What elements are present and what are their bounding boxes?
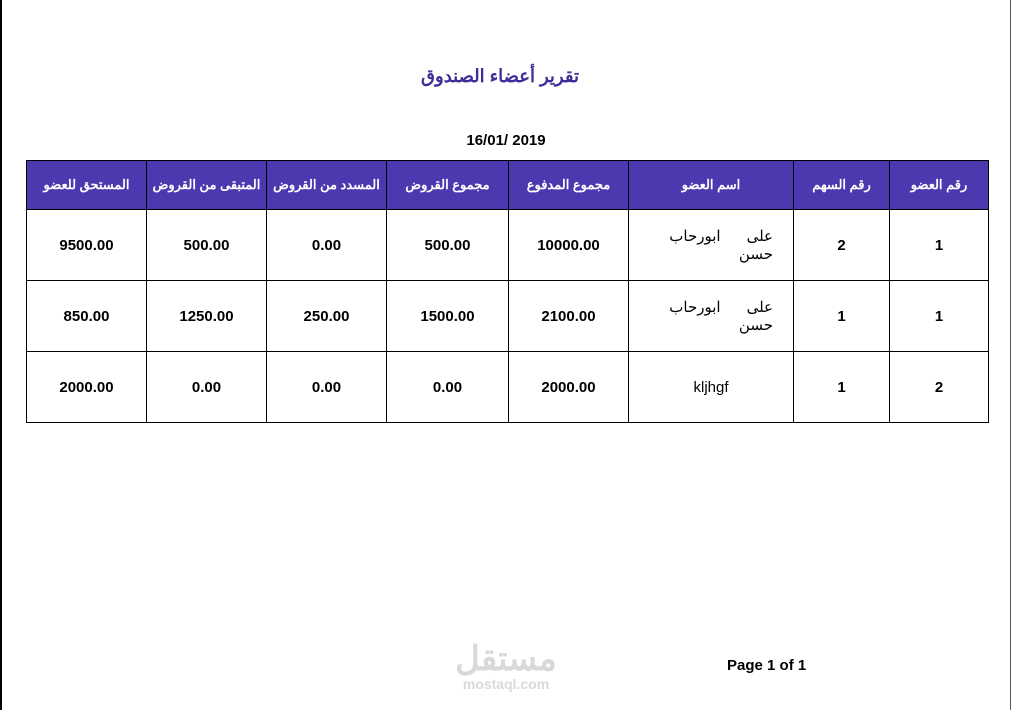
watermark-arabic: مستقل [455,640,557,678]
cell-member-no: 2 [890,352,989,423]
cell-total-paid: 2100.00 [509,281,629,352]
header-share-no: رقم السهم [794,161,890,210]
cell-total-loans: 1500.00 [387,281,509,352]
member-name-first: kljhgf [693,378,729,396]
member-name-first: على [746,228,773,245]
cell-share-no: 2 [794,210,890,281]
members-table [26,160,989,423]
header-total-loans: مجموع القروض [387,161,509,210]
cell-repaid: 250.00 [267,281,387,352]
table-row [27,352,989,423]
member-name-rest: ابورحاب حسن [669,299,773,334]
page-border-left [0,0,2,710]
table-row [27,210,989,281]
cell-remaining: 1250.00 [147,281,267,352]
cell-total-paid: 10000.00 [509,210,629,281]
cell-remaining: 500.00 [147,210,267,281]
cell-member-no: 1 [890,210,989,281]
table-header-row [27,161,989,210]
cell-repaid: 0.00 [267,352,387,423]
cell-total-loans: 500.00 [387,210,509,281]
cell-member-no: 1 [890,281,989,352]
watermark-logo [440,642,572,692]
cell-due: 2000.00 [27,352,147,423]
cell-due: 850.00 [27,281,147,352]
page-number: Page 1 of 1 [727,657,807,674]
member-name-first: على [746,299,773,316]
header-repaid: المسدد من القروض [267,161,387,210]
watermark-latin: mostaql.com [462,676,550,692]
cell-member-name [629,352,794,423]
cell-member-name [629,210,794,281]
cell-total-paid: 2000.00 [509,352,629,423]
header-member-name: اسم العضو [629,161,794,210]
cell-member-name [629,281,794,352]
cell-repaid: 0.00 [267,210,387,281]
page-border-right [1010,0,1011,710]
report-title: تقرير أعضاء الصندوق [421,66,579,86]
member-name-rest: ابورحاب حسن [669,228,773,263]
header-due: المستحق للعضو [27,161,147,210]
cell-remaining: 0.00 [147,352,267,423]
header-total-paid: مجموع المدفوع [509,161,629,210]
cell-due: 9500.00 [27,210,147,281]
cell-total-loans: 0.00 [387,352,509,423]
cell-share-no: 1 [794,281,890,352]
table-row [27,281,989,352]
cell-share-no: 1 [794,352,890,423]
header-remaining: المتبقى من القروض [147,161,267,210]
header-member-no: رقم العضو [890,161,989,210]
report-date: 16/01/ 2019 [466,132,546,149]
